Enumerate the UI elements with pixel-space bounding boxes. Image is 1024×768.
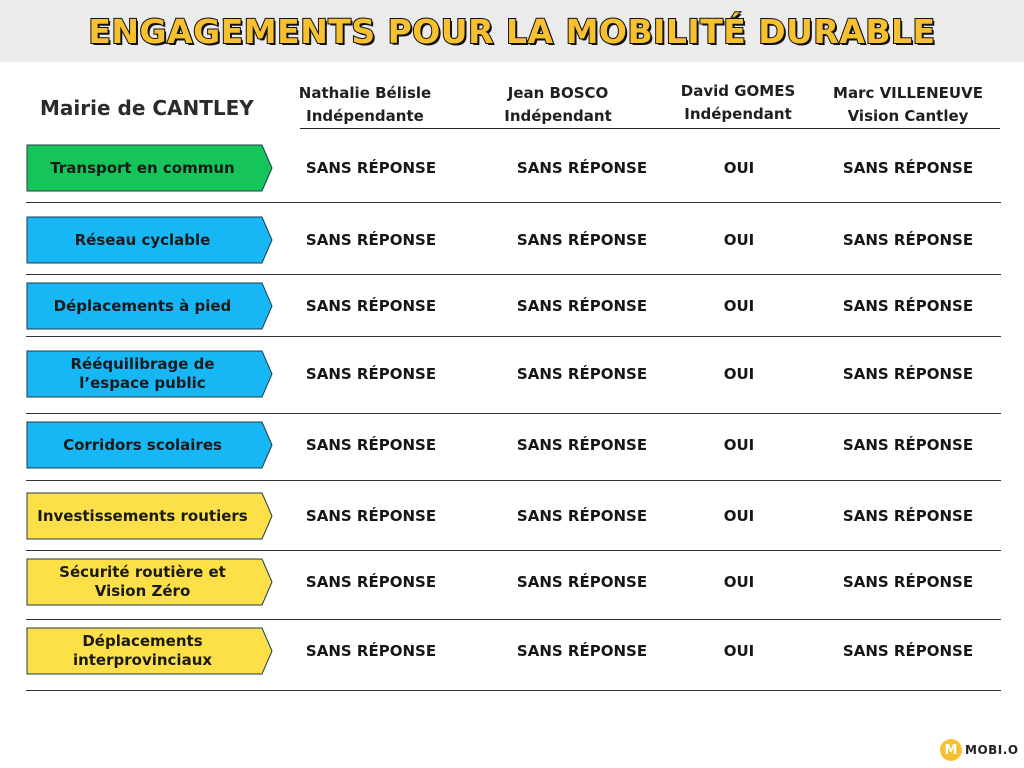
- row-divider: [26, 202, 1001, 203]
- candidate-party: Vision Cantley: [847, 107, 969, 125]
- category-label: Sécurité routière et Vision Zéro: [59, 563, 226, 600]
- answer-cell: OUI: [723, 365, 755, 383]
- candidate-party: Indépendant: [504, 107, 612, 125]
- answer-cell: SANS RÉPONSE: [305, 573, 437, 591]
- candidate-header: [828, 82, 988, 128]
- answer-cell: OUI: [723, 436, 755, 454]
- answer-cell: SANS RÉPONSE: [842, 642, 974, 660]
- answer-cell: SANS RÉPONSE: [842, 365, 974, 383]
- answer-cell: SANS RÉPONSE: [842, 573, 974, 591]
- candidate-party: Indépendante: [306, 107, 424, 125]
- category-badge: [26, 350, 273, 398]
- category-badge: [26, 492, 273, 540]
- answer-cell: SANS RÉPONSE: [516, 436, 648, 454]
- answer-cell: SANS RÉPONSE: [305, 231, 437, 249]
- candidate-name: Marc VILLENEUVE: [833, 84, 983, 102]
- candidate-name: Jean BOSCO: [507, 84, 609, 102]
- category-label: Transport en commun: [50, 158, 235, 177]
- row-divider: [26, 413, 1001, 414]
- category-label: Rééquilibrage de l’espace public: [70, 355, 215, 392]
- row-divider: [26, 274, 1001, 275]
- answer-cell: SANS RÉPONSE: [305, 507, 437, 525]
- city-label: Mairie de CANTLEY: [40, 96, 254, 120]
- category-badge: [26, 216, 273, 264]
- logo-badge: M: [940, 739, 962, 761]
- answer-cell: SANS RÉPONSE: [842, 231, 974, 249]
- mobio-logo: [940, 738, 1019, 762]
- answer-cell: SANS RÉPONSE: [516, 159, 648, 177]
- row-divider: [26, 336, 1001, 337]
- candidate-header: [295, 82, 435, 128]
- row-divider: [26, 690, 1001, 691]
- category-badge: [26, 627, 273, 675]
- answer-cell: SANS RÉPONSE: [516, 297, 648, 315]
- category-label: Réseau cyclable: [74, 230, 211, 249]
- page-title: ENGAGEMENTS POUR LA MOBILITÉ DURABLE: [88, 11, 936, 51]
- category-label: Investissements routiers: [37, 506, 248, 525]
- answer-cell: OUI: [723, 507, 755, 525]
- category-label: Corridors scolaires: [63, 435, 222, 454]
- answer-cell: SANS RÉPONSE: [842, 297, 974, 315]
- answer-cell: SANS RÉPONSE: [842, 507, 974, 525]
- candidate-header: [488, 82, 628, 128]
- title-bar: [0, 0, 1024, 62]
- answer-cell: OUI: [723, 573, 755, 591]
- answer-cell: OUI: [723, 642, 755, 660]
- category-label: Déplacements à pied: [53, 296, 232, 315]
- answer-cell: SANS RÉPONSE: [516, 365, 648, 383]
- answer-cell: SANS RÉPONSE: [516, 642, 648, 660]
- row-divider: [26, 480, 1001, 481]
- answer-cell: SANS RÉPONSE: [516, 231, 648, 249]
- candidate-header: [668, 80, 808, 126]
- category-badge: [26, 421, 273, 469]
- category-label: Déplacements interprovinciaux: [72, 632, 213, 669]
- answer-cell: SANS RÉPONSE: [516, 573, 648, 591]
- answer-cell: SANS RÉPONSE: [516, 507, 648, 525]
- header-divider: [300, 128, 1000, 129]
- answer-cell: OUI: [723, 231, 755, 249]
- answer-cell: SANS RÉPONSE: [305, 436, 437, 454]
- answer-cell: SANS RÉPONSE: [842, 159, 974, 177]
- category-badge: [26, 282, 273, 330]
- answer-cell: OUI: [723, 297, 755, 315]
- candidate-name: Nathalie Bélisle: [298, 84, 432, 102]
- category-badge: [26, 558, 273, 606]
- logo-text: MOBI.O: [965, 743, 1019, 757]
- candidate-name: David GOMES: [680, 82, 796, 100]
- answer-cell: SANS RÉPONSE: [842, 436, 974, 454]
- candidate-party: Indépendant: [684, 105, 792, 123]
- answer-cell: OUI: [723, 159, 755, 177]
- category-badge: [26, 144, 273, 192]
- row-divider: [26, 619, 1001, 620]
- answer-cell: SANS RÉPONSE: [305, 642, 437, 660]
- answer-cell: SANS RÉPONSE: [305, 159, 437, 177]
- row-divider: [26, 550, 1001, 551]
- answer-cell: SANS RÉPONSE: [305, 297, 437, 315]
- answer-cell: SANS RÉPONSE: [305, 365, 437, 383]
